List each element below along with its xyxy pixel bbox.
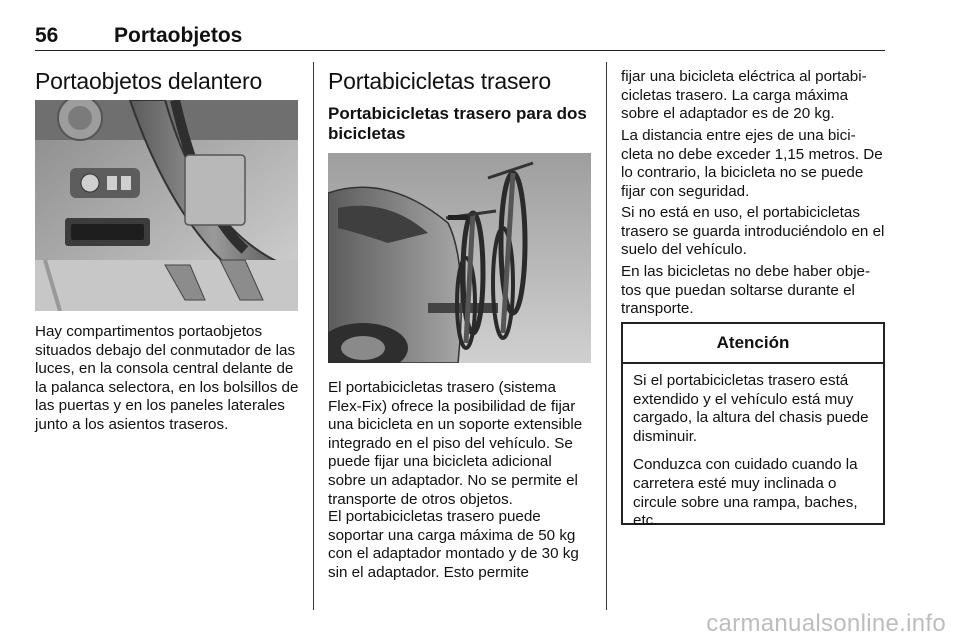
subheading-two-bikes: Portabicicletas trasero para dos bicicletas — [328, 104, 587, 143]
right-paragraph-3: Si no está en uso, el portabicicletas trasero se guarda introduciéndolo en el suelo del vehículo. — [621, 204, 885, 259]
section-heading-front-storage: Portaobjetos delantero — [35, 68, 263, 94]
column-divider-left — [313, 62, 314, 610]
right-paragraph-2: La distancia entre ejes de una bici-cleta no debe exceder 1,15 metros. De lo contrario, la bicicleta no se puede fijar con seguridad. — [621, 127, 883, 200]
page-number: 56 — [35, 24, 59, 47]
header-rule — [35, 50, 885, 51]
warning-title: Atención — [623, 324, 883, 364]
site-watermark: carmanualsonline.info — [706, 610, 946, 637]
warning-body — [623, 364, 883, 531]
page-header — [35, 24, 885, 50]
front-storage-paragraph: Hay compartimentos portaobjetos situados debajo del conmutador de las luces, en la consola central delante de la palanca selectora, en los bolsillos de las puertas y en los paneles laterales junto a los asientos traseros. — [35, 323, 299, 433]
warning-paragraph-2: Conduzca con cuidado cuando la carretera esté muy inclinada o circule sobre una rampa, baches, etc. — [633, 456, 858, 530]
bike-carrier-paragraph-1: El portabicicletas trasero (sistema Flex-Fix) ofrece la posibilidad de fijar una bicicleta en un soporte extensible integrado en el piso del vehículo. Se puede fijar una bicicleta adicional sobre un adaptador. No se permite el transporte de otros objetos. — [328, 379, 583, 508]
bike-carrier-paragraph-2: El portabicicletas trasero puede soportar una carga máxima de 50 kg con el adaptador montado y de 30 kg sin el adaptador. Esto permite — [328, 508, 579, 581]
dashboard-illustration — [35, 100, 298, 311]
right-paragraph-4: En las bicicletas no debe haber obje-tos que puedan soltarse durante el transporte. — [621, 263, 871, 318]
warning-box — [621, 322, 885, 530]
bike-carrier-illustration — [328, 153, 591, 363]
dashboard-storage-photo — [35, 100, 298, 311]
right-paragraph-1: fijar una bicicleta eléctrica al portabi-cicletas trasero. La carga máxima sobre el adaptador es de 20 kg. — [621, 68, 867, 123]
column-divider-right — [606, 62, 607, 610]
running-title: Portaobjetos — [114, 24, 243, 47]
warning-paragraph-1: Si el portabicicletas trasero está extendido y el vehículo está muy cargado, la altura del chasis puede disminuir. — [633, 372, 869, 445]
rear-bicycle-carrier-photo — [328, 153, 591, 363]
section-heading-bike-carrier: Portabicicletas trasero — [328, 68, 551, 94]
